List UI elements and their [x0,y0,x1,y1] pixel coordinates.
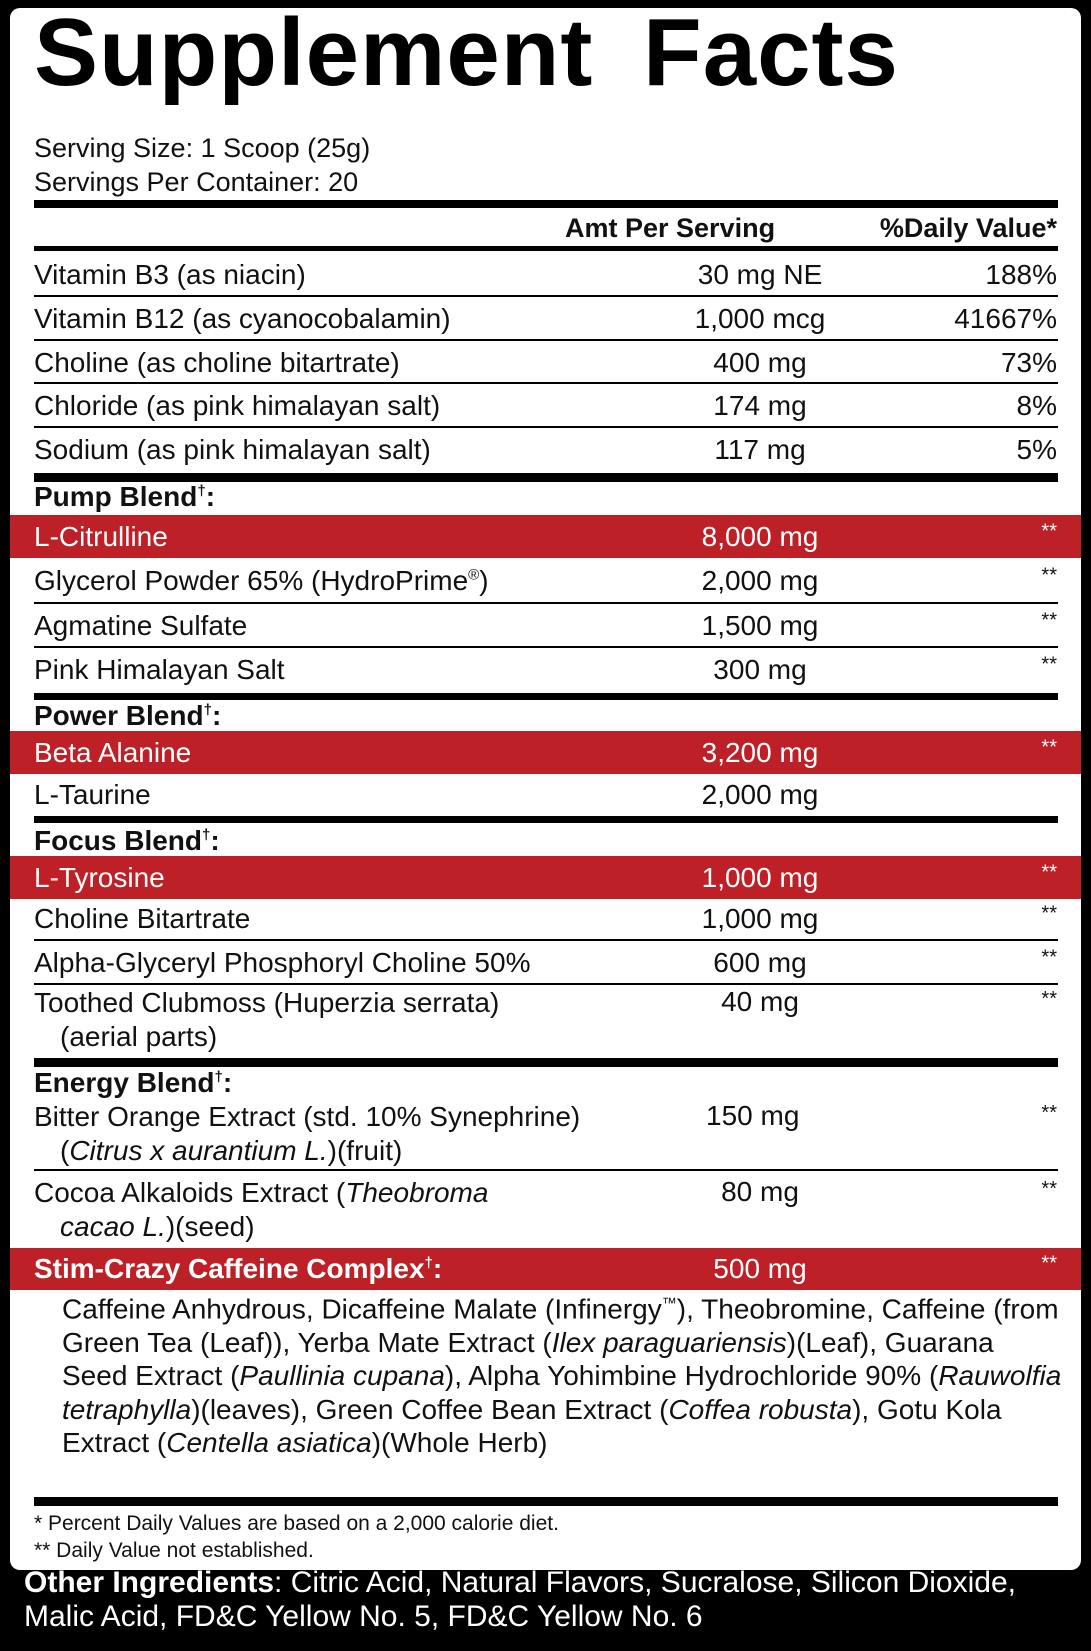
ingredient-row [10,856,1081,899]
ingredients-text: Caffeine Anhydrous, Dicaffeine Malate (Infinergy [62,1293,662,1325]
footnote-daily-values: * Percent Daily Values are based on a 2,000 calorie diet. [34,1512,559,1535]
thick-rule [34,1058,1058,1067]
other-ingredients-text: : Citric Acid, Natural Flavors, Sucralose, Silicon Dioxide, Malic Acid, FD&C Yellow No. 5, FD&C Yellow No. 6 [24,1566,1016,1633]
nutrient-dv: 41667% [954,302,1057,334]
registered-mark: ® [468,566,480,584]
nutrient-amount: 174 mg [713,389,807,421]
stim-complex-dv: ** [1041,1252,1057,1275]
bitter-orange-dv: ** [1041,1102,1057,1124]
other-ingredients-label: Other Ingredients [24,1566,275,1599]
row-divider [34,983,1058,985]
serving-size: Serving Size: 1 Scoop (25g) [34,133,371,163]
ingredient-dv: ** [1041,608,1057,631]
botanical-name: cacao L. [60,1211,166,1242]
blend-title: Focus Blend [34,825,203,856]
ingredients-text: ), Alpha Yohimbine Hydrochloride 90% ( [444,1360,939,1392]
blend-colon: : [205,481,216,512]
botanical-name: Coffea robusta [668,1393,853,1425]
ingredient-name: Agmatine Sulfate [34,609,248,641]
bitter-orange-line2 [34,1134,580,1168]
servings-per-container: Servings Per Container: 20 [34,167,359,197]
ingredients-text: )(leaves), Green Coffee Bean Extract ( [191,1393,669,1425]
ingredient-name: Pink Himalayan Salt [34,653,285,685]
clubmoss-line2: (aerial parts) [60,1021,218,1052]
thick-rule [34,816,1058,823]
blend-title: Pump Blend [34,481,198,512]
cocoa-amount: 80 mg [721,1176,799,1207]
nutrient-amount: 117 mg [714,433,806,465]
ingredient-row [10,897,1081,940]
ingredient-name: L-Tyrosine [34,861,165,893]
ingredient-amount: 3,200 mg [701,736,819,768]
ingredients-text: ), Theobromine, Caffeine (from Green Tea (Leaf)), Yerba Mate Extract ( [62,1293,1059,1358]
thick-rule [34,1497,1058,1506]
ingredient-name: Alpha-Glyceryl Phosphoryl Choline 50% [34,946,531,978]
nutrient-amount: 400 mg [713,346,807,378]
nutrient-name: Sodium (as pink himalayan salt) [34,433,431,465]
ingredient-amount: 2,000 mg [701,778,819,810]
ingredient-amount: 1,500 mg [701,609,819,641]
stim-complex-row [10,1248,1081,1290]
nutrient-dv: 73% [1000,346,1057,378]
ingredient-row [10,515,1081,558]
ingredient-amount: 1,000 mg [701,861,819,893]
nutrient-name: Chloride (as pink himalayan salt) [34,389,441,421]
ingredient-name: L-Taurine [34,778,151,810]
blend-colon: : [222,1067,233,1098]
power-blend-heading [34,700,221,732]
focus-blend-heading [34,825,220,857]
nutrient-amount: 1,000 mcg [694,302,826,334]
supplement-facts-panel [10,8,1081,1570]
thick-rule [34,693,1058,700]
ingredient-dv: ** [1041,735,1057,758]
stim-complex-title [34,1253,442,1285]
header-rule [34,246,1058,251]
dagger-mark: † [203,701,212,719]
cocoa-line2 [34,1210,488,1244]
dagger-mark: † [214,1068,223,1086]
paren-open: ( [60,1135,70,1166]
botanical-name: Paullinia cupana [239,1360,445,1392]
ingredient-amount: 2,000 mg [701,564,819,596]
nutrient-row [10,297,1081,340]
nutrient-name: Choline (as choline bitartrate) [34,346,400,378]
ingredients-text: )(Whole Herb) [371,1427,548,1459]
ingredient-dv: ** [1041,945,1057,968]
blend-title: Power Blend [34,700,204,731]
plant-part: )(fruit) [327,1135,403,1166]
ingredient-dv: ** [1041,860,1057,883]
ingredient-dv: ** [1041,563,1057,586]
ingredient-name: Choline Bitartrate [34,902,251,934]
bitter-orange-line1: Bitter Orange Extract (std. 10% Synephrine) [34,1101,581,1132]
ingredient-row [10,648,1081,691]
clubmoss-dv: ** [1041,988,1057,1010]
nutrient-row [10,384,1081,427]
blend-title: Energy Blend [34,1067,215,1098]
trademark-mark: ™ [661,1295,677,1312]
clubmoss-line1: Toothed Clubmoss (Huperzia serrata) [34,987,500,1018]
nutrient-dv: 5% [1016,433,1057,465]
ingredient-dv: ** [1041,519,1057,542]
ingredient-row [10,559,1081,602]
botanical-name: Theobroma [345,1177,489,1208]
bitter-orange-amount: 150 mg [706,1100,800,1131]
nutrient-amount: 30 mg NE [697,258,823,290]
thick-rule [34,200,1058,208]
amount-header: Amt Per Serving [565,213,776,243]
ingredient-row [10,773,1081,816]
blend-colon: : [432,1253,443,1284]
botanical-name: Ilex paraguariensis [551,1326,787,1358]
plant-part: )(seed) [165,1211,255,1242]
row-divider [34,1169,1058,1171]
ingredient-name: Beta Alanine [34,736,192,768]
ingredient-amount: 8,000 mg [701,520,819,552]
other-ingredients [24,1566,1064,1634]
ingredients-text: ), Gotu Kola Extract ( [62,1393,1002,1459]
botanical-name: Rauwolfia tetraphylla [62,1360,1062,1425]
ingredient-dv: ** [1041,652,1057,675]
cocoa-dv: ** [1041,1178,1057,1200]
nutrient-row [10,341,1081,384]
clubmoss-name [34,986,499,1054]
nutrient-dv: 8% [1016,389,1057,421]
ingredient-amount: 1,000 mg [701,902,819,934]
ingredient-row [10,604,1081,647]
energy-blend-heading [34,1067,232,1099]
ingredient-row [10,941,1081,984]
ingredient-name [34,565,489,597]
dagger-mark: † [197,482,206,500]
page-title: Supplement Facts [34,8,899,106]
dagger-mark: † [202,826,211,844]
ingredients-text: )(Leaf), Guarana Seed Extract ( [62,1326,994,1392]
ingredient-name: L-Citrulline [34,520,168,552]
ingredient-row [10,731,1081,774]
cocoa-line1-text: Cocoa Alkaloids Extract ( [34,1177,346,1208]
daily-value-header: %Daily Value* [879,213,1057,243]
pump-blend-heading [34,481,215,513]
footnote-not-established: ** Daily Value not established. [34,1539,314,1562]
cocoa-name [34,1176,488,1244]
ingredient-dv: ** [1041,901,1057,924]
nutrient-dv: 188% [985,258,1057,290]
stim-title-text: Stim-Crazy Caffeine Complex [34,1253,425,1284]
ingredient-name-text: Glycerol Powder 65% (HydroPrime [34,564,469,596]
nutrient-name: Vitamin B3 (as niacin) [34,258,306,290]
stim-complex-amount: 500 mg [713,1253,807,1284]
blend-colon: : [211,700,222,731]
clubmoss-amount: 40 mg [721,986,799,1017]
blend-colon: : [210,825,220,856]
ingredient-name-close: ) [479,564,489,596]
bitter-orange-name [34,1100,580,1168]
ingredient-amount: 600 mg [713,946,807,978]
nutrient-row [10,253,1081,296]
cocoa-line1 [34,1176,488,1210]
botanical-name: Centella asiatica [166,1427,372,1459]
dagger-mark: † [424,1254,433,1272]
ingredient-amount: 300 mg [713,653,807,685]
stim-complex-ingredients [62,1287,1062,1460]
nutrient-row [10,428,1081,471]
nutrient-name: Vitamin B12 (as cyanocobalamin) [34,302,451,334]
botanical-name: Citrus x aurantium L. [69,1135,328,1166]
